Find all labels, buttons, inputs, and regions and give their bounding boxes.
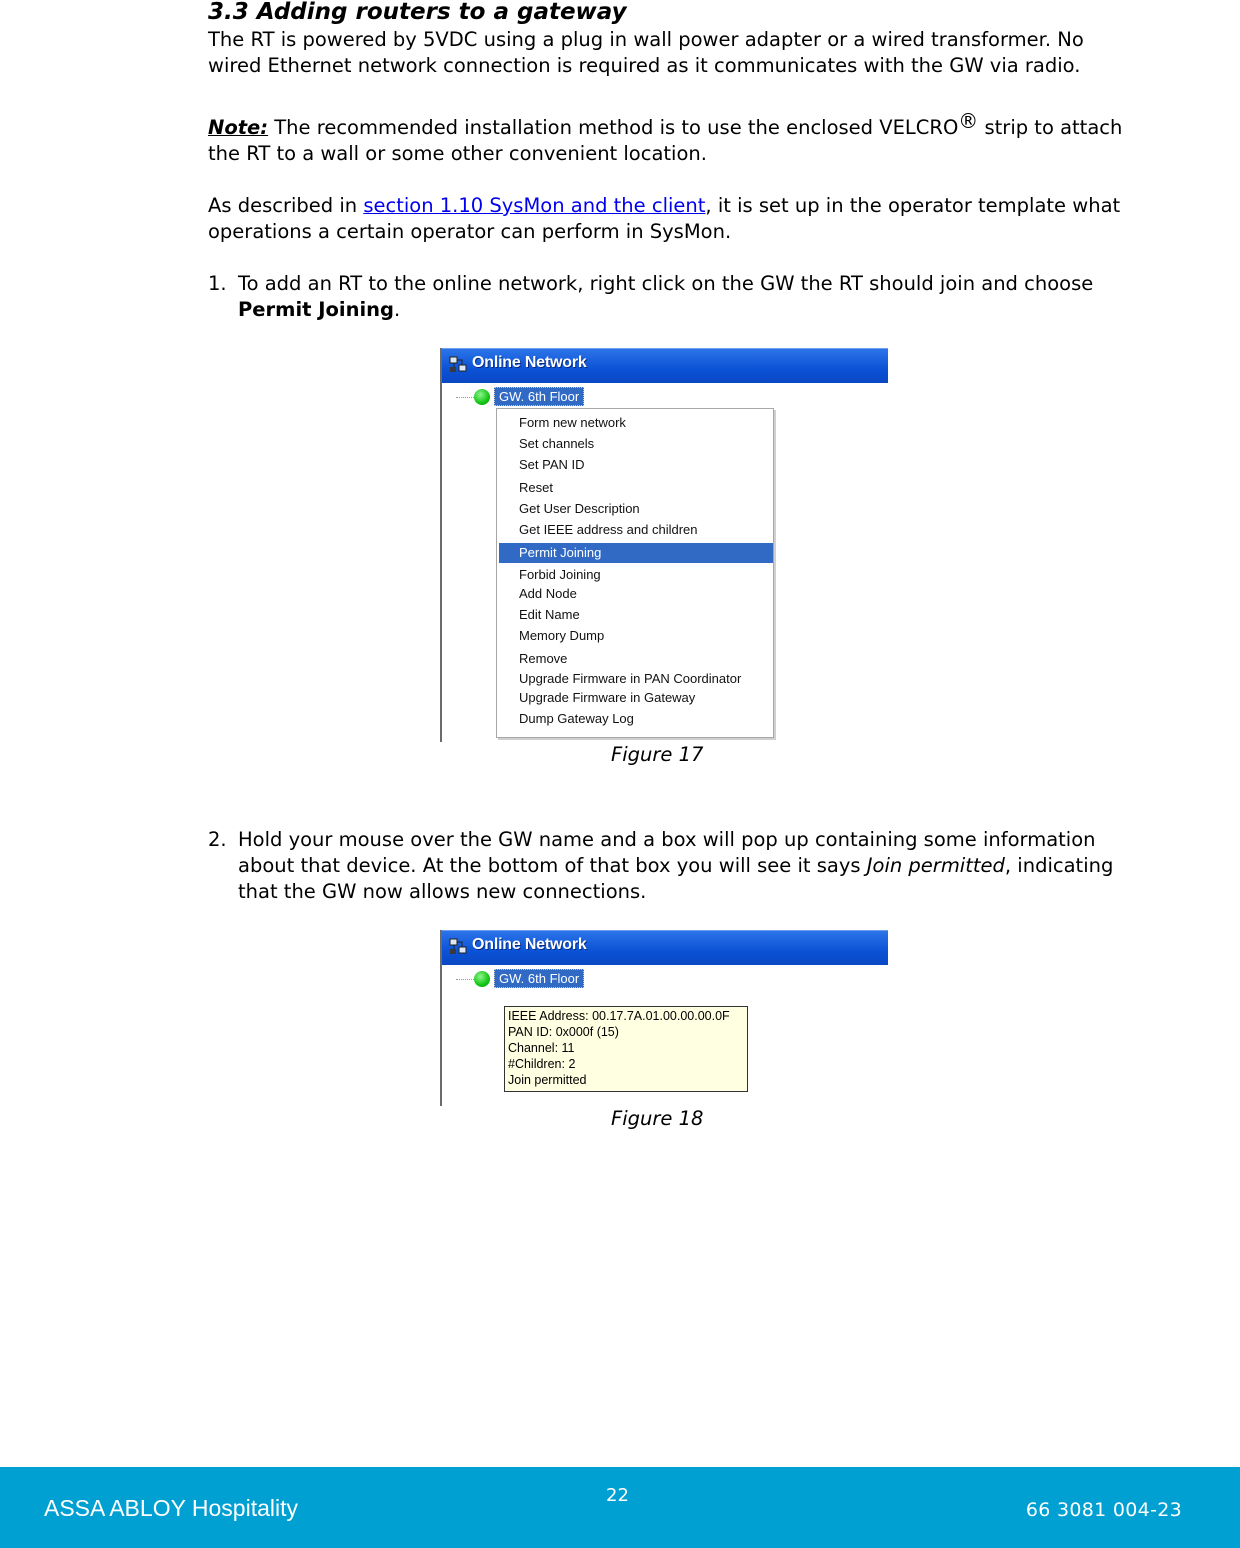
step-2 <box>208 827 1128 905</box>
tooltip-line: Join permitted <box>508 1073 587 1087</box>
document-number: 66 3081 004-23 <box>1025 1499 1182 1521</box>
menu-item[interactable]: Form new network <box>519 415 626 430</box>
note-paragraph <box>208 109 1128 167</box>
figure-17-caption: Figure 17 <box>611 743 704 766</box>
menu-item[interactable]: Forbid Joining <box>519 567 601 582</box>
menu-item[interactable]: Get User Description <box>519 501 640 516</box>
tooltip-line: IEEE Address: 00.17.7A.01.00.00.00.0F <box>508 1009 730 1023</box>
step-2-text: Hold your mouse over the GW name and a box will pop up containing some information about that device. At the bottom of that box you will see it says <box>238 828 1096 877</box>
context-menu <box>496 408 774 738</box>
figure-18-screenshot <box>440 930 888 1106</box>
described-paragraph <box>208 193 1128 245</box>
described-pre: As described in <box>208 194 364 217</box>
menu-item[interactable]: Add Node <box>519 586 577 601</box>
gateway-node[interactable]: GW. 6th Floor <box>494 969 584 988</box>
network-icon <box>448 937 468 957</box>
step-1-bold: Permit Joining <box>238 298 394 321</box>
window-titlebar <box>442 930 888 965</box>
menu-item[interactable]: Upgrade Firmware in PAN Coordinator <box>519 671 742 686</box>
menu-item[interactable]: Get IEEE address and children <box>519 522 698 537</box>
registered-mark: ® <box>958 109 979 133</box>
figure-17-screenshot <box>440 348 888 742</box>
step-1-post: . <box>394 298 401 321</box>
menu-item[interactable]: Upgrade Firmware in Gateway <box>519 690 696 705</box>
menu-item[interactable]: Memory Dump <box>519 628 605 643</box>
step-number: 1. <box>208 272 227 295</box>
window-title: Online Network <box>472 936 587 953</box>
menu-item[interactable]: Remove <box>519 651 568 666</box>
note-text-2: strip to attach the RT to a wall or some other convenient location. <box>208 116 1123 165</box>
menu-item[interactable]: Set PAN ID <box>519 457 585 472</box>
tooltip-line: #Children: 2 <box>508 1057 576 1071</box>
network-icon <box>448 355 468 375</box>
menu-item[interactable]: Set channels <box>519 436 595 451</box>
menu-item[interactable]: Reset <box>519 480 553 495</box>
step-1 <box>208 271 1128 323</box>
gateway-node[interactable]: GW. 6th Floor <box>494 387 584 406</box>
section-link[interactable]: section 1.10 SysMon and the client <box>363 194 706 217</box>
tooltip-line: Channel: 11 <box>508 1041 575 1055</box>
tooltip-line: PAN ID: 0x000f (15) <box>508 1025 619 1039</box>
page-footer <box>0 1467 1240 1548</box>
window-title: Online Network <box>472 354 587 371</box>
section-heading: 3.3 Adding routers to a gateway <box>208 0 627 25</box>
menu-item[interactable]: Permit Joining <box>499 543 773 563</box>
brand-name: ASSA ABLOY Hospitality <box>44 1495 298 1521</box>
node-tooltip <box>504 1006 748 1092</box>
step-1-text: To add an RT to the online network, right click on the GW the RT should join and choose <box>238 272 1094 295</box>
step-2-italic: Join permitted <box>866 854 1005 877</box>
window-titlebar <box>442 348 888 383</box>
note-label: Note: <box>208 116 269 139</box>
tree-connector <box>456 397 474 398</box>
menu-item[interactable]: Edit Name <box>519 607 580 622</box>
step-text <box>238 271 1128 323</box>
step-number: 2. <box>208 828 227 851</box>
figure-18-caption: Figure 18 <box>611 1107 704 1130</box>
intro-paragraph: The RT is powered by 5VDC using a plug in wall power adapter or a wired transformer. No wired Ethernet network connection is required as it communicates with the GW via radio. <box>208 28 1084 77</box>
status-dot-icon <box>474 389 490 405</box>
step-text <box>238 827 1128 905</box>
tree-connector <box>456 979 474 980</box>
note-text-1: The recommended installation method is to use the enclosed VELCRO <box>268 116 959 139</box>
step-2-post: , indicating that the GW now allows new connections. <box>238 854 1114 903</box>
described-post: , it is set up in the operator template what operations a certain operator can perform in SysMon. <box>208 194 1121 243</box>
status-dot-icon <box>474 971 490 987</box>
page-number: 22 <box>606 1485 629 1506</box>
menu-item[interactable]: Dump Gateway Log <box>519 711 634 726</box>
